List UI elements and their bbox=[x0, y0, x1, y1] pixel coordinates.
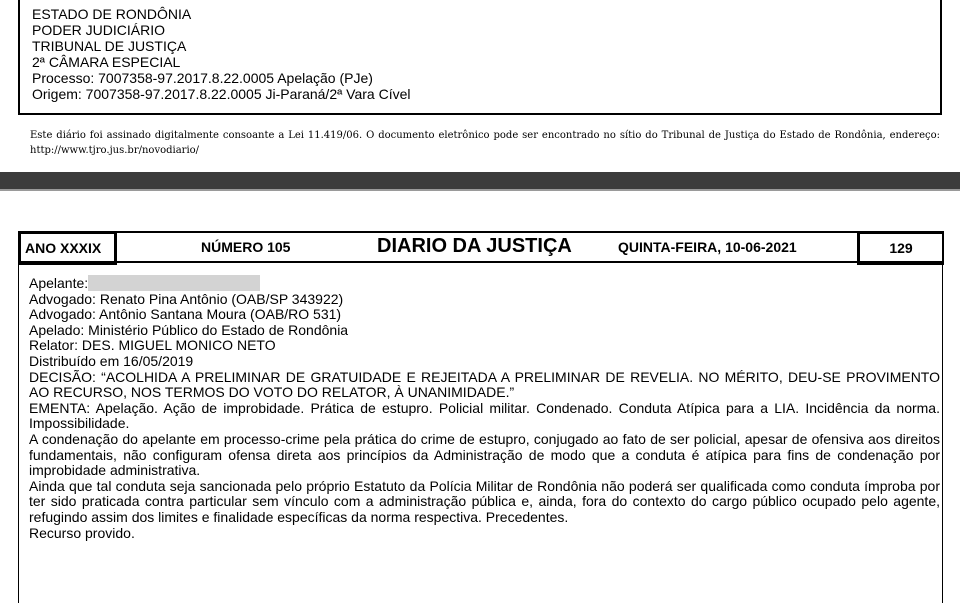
page-body bbox=[18, 263, 943, 603]
journal-title: DIARIO DA JUSTIÇA bbox=[377, 235, 572, 257]
journal-page-header bbox=[18, 231, 943, 263]
header-line-power: PODER JUDICIÁRIO bbox=[32, 22, 166, 38]
lawyer-line-1: Advogado: Renato Pina Antônio (OAB/SP 343922) bbox=[29, 290, 344, 307]
year-label: ANO XXXIX bbox=[19, 231, 117, 265]
issue-date: QUINTA-FEIRA, 10-06-2021 bbox=[618, 239, 797, 255]
reasoning-paragraph-1: A condenação do apelante em processo-crime pela prática do crime de estupro, conjugado ao fato de ser policial, apesar de ofensiva aos direitos fundamentais, não configuram ofensa direta aos princípios da Administração de modo que a conduta é atípica para fins de condenação por improbidade administrativa. bbox=[29, 430, 940, 479]
ementa-paragraph: EMENTA: Apelação. Ação de improbidade. Prática de estupro. Policial militar. Condenado. Conduta Atípica para a LIA. Incidência da norma. Impossibilidade. bbox=[29, 399, 940, 432]
page-separator bbox=[0, 172, 960, 189]
decision-content bbox=[29, 275, 940, 541]
previous-page-header-box bbox=[18, 0, 942, 115]
rapporteur-line: Relator: DES. MIGUEL MONICO NETO bbox=[29, 337, 276, 354]
page-number: 129 bbox=[857, 231, 944, 265]
reasoning-paragraph-2: Ainda que tal conduta seja sancionada pelo próprio Estatuto da Polícia Militar de Rondônia não poderá ser qualificada como conduta ímproba por ter sido praticada contra particular sem vínculo com a administração pública e, ainda, fora do contexto do cargo público ocupado pelo agente, refugindo assim dos limites e finalidade específicas da norma respectiva. Precedentes. bbox=[29, 477, 940, 525]
distribution-line: Distribuído em 16/05/2019 bbox=[29, 352, 194, 369]
header-line-chamber: 2ª CÂMARA ESPECIAL bbox=[32, 54, 181, 70]
result-line: Recurso provido. bbox=[29, 524, 135, 541]
redacted-name bbox=[88, 275, 260, 291]
decision-paragraph: DECISÃO: “ACOLHIDA A PRELIMINAR DE GRATUIDADE E REJEITADA A PRELIMINAR DE REVELIA. NO MÉRITO, DEU-SE PROVIMENTO AO RECURSO, NOS TERMOS DO VOTO DO RELATOR, À UNANIMIDADE.” bbox=[29, 368, 940, 401]
header-line-tribunal: TRIBUNAL DE JUSTIÇA bbox=[32, 38, 187, 54]
header-line-origin: Origem: 7007358-97.2017.8.22.0005 Ji-Paraná/2ª Vara Cível bbox=[32, 86, 411, 102]
header-line-state: ESTADO DE RONDÔNIA bbox=[32, 6, 192, 22]
appellant-line bbox=[29, 275, 940, 292]
appellee-line: Apelado: Ministério Público do Estado de Rondônia bbox=[29, 321, 349, 338]
issue-number: NÚMERO 105 bbox=[201, 239, 291, 255]
court-header-lines bbox=[32, 6, 411, 102]
header-line-process: Processo: 7007358-97.2017.8.22.0005 Apelação (PJe) bbox=[32, 70, 373, 86]
lawyer-line-2: Advogado: Antônio Santana Moura (OAB/RO 531) bbox=[29, 306, 342, 323]
appellant-label: Apelante: bbox=[29, 275, 89, 291]
digital-signature-note: Este diário foi assinado digitalmente consoante a Lei 11.419/06. O documento eletrônico pode ser encontrado no sítio do Tribunal de Justiça do Estado de Rondônia, endereço: http://www.tjro.jus.br/novodiario/ bbox=[30, 130, 940, 156]
